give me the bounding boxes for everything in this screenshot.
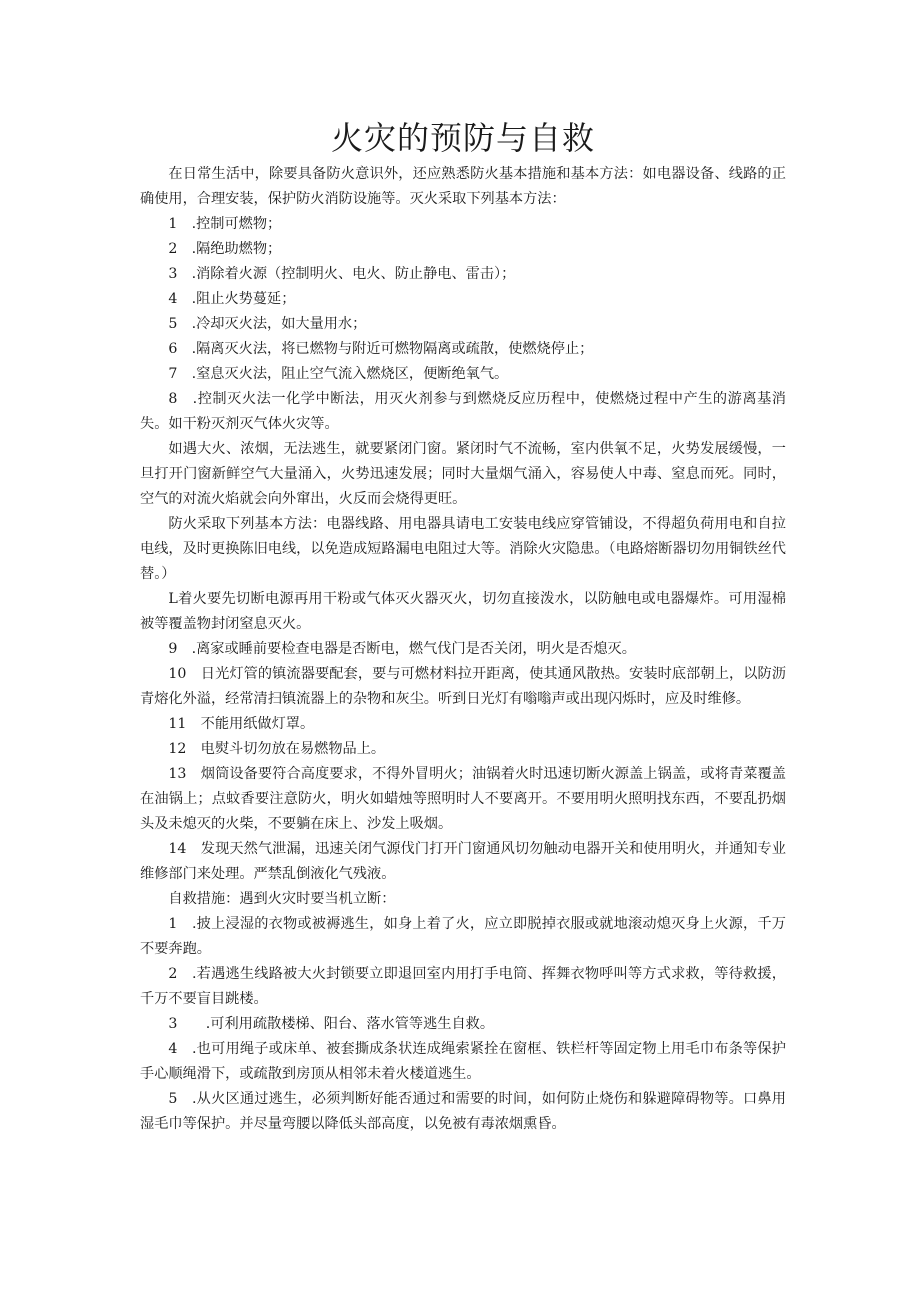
paragraph: 5 .从火区通过逃生，必须判断好能否通过和需要的时间，如何防止烧伤和躲避障碍物等。口鼻用湿毛巾等保护。并尽量弯腰以降低头部高度，以免被有毒浓烟熏昏。 <box>140 1091 786 1132</box>
document-title: 火灾的预防与自救 <box>330 119 595 157</box>
paragraph: 9 .离家或睡前要检查电器是否断电，燃气伐门是否关闭，明火是否熄灭。 <box>168 641 636 657</box>
paragraph: 12 电熨斗切勿放在易燃物品上。 <box>168 741 386 757</box>
document-body <box>140 162 786 1137</box>
paragraph: 8 .控制灭火法一化学中断法，用灭火剂参与到燃烧反应历程中，使燃烧过程中产生的游离基消失。如干粉灭剂灭气体火灾等。 <box>140 391 786 432</box>
paragraph: 3 .可利用疏散楼梯、阳台、落水管等逃生自救。 <box>168 1016 495 1032</box>
paragraph: 4 .阻止火势蔓延； <box>168 291 296 307</box>
paragraph: 13 烟筒设备要符合高度要求，不得外冒明火；油锅着火时迅速切断火源盖上锅盖，或将青菜覆盖在油锅上；点蚊香要注意防火，明火如蜡烛等照明时人不要离开。不要用明火照明找东西，不要乱扔烟头及未熄灭的火柴，不要躺在床上、沙发上吸烟。 <box>140 766 786 832</box>
paragraph: 1 .披上浸湿的衣物或被褥逃生，如身上着了火，应立即脱掉衣服或就地滚动熄灭身上火源，千万不要奔跑。 <box>140 916 786 957</box>
paragraph: L着火要先切断电源再用干粉或气体灭火器灭火，切勿直接泼水，以防触电或电器爆炸。可用湿棉被等覆盖物封闭窒息灭火。 <box>140 591 786 632</box>
paragraph: 14 发现天然气泄漏，迅速关闭气源伐门打开门窗通风切勿触动电器开关和使用明火，并通知专业维修部门来处理。严禁乱倒液化气残液。 <box>140 841 786 882</box>
paragraph: 自救措施：遇到火灾时要当机立断： <box>168 891 396 907</box>
paragraph: 防火采取下列基本方法：电器线路、用电器具请电工安装电线应穿管铺设，不得超负荷用电和自拉电线，及时更换陈旧电线，以免造成短路漏电电阻过大等。消除火灾隐患。（电路熔断器切勿用铜铁丝代替。） <box>140 516 786 582</box>
paragraph: 11 不能用纸做灯罩。 <box>168 716 315 732</box>
paragraph: 2 .若遇逃生线路被大火封锁要立即退回室内用打手电筒、挥舞衣物呼叫等方式求救，等待救援，千万不要盲目跳楼。 <box>140 966 786 1007</box>
paragraph: 在日常生活中，除要具备防火意识外，还应熟悉防火基本措施和基本方法：如电器设备、线路的正确使用，合理安装，保护防火消防设施等。灭火采取下列基本方法： <box>140 166 786 207</box>
paragraph: 1 .控制可燃物； <box>168 216 282 232</box>
paragraph: 4 .也可用绳子或床单、被套撕成条状连成绳索紧拴在窗框、铁栏杆等固定物上用毛巾布条等保护手心顺绳滑下，或疏散到房顶从相邻未着火楼道逃生。 <box>140 1041 786 1082</box>
paragraph: 7 .窒息灭火法，阻止空气流入燃烧区，便断绝氧气。 <box>168 366 509 382</box>
paragraph: 5 .冷却灭火法，如大量用水； <box>168 316 367 332</box>
paragraph: 2 .隔绝助燃物； <box>168 241 282 257</box>
paragraph: 6 .隔离灭火法，将已燃物与附近可燃物隔离或疏散，使燃烧停止； <box>168 341 594 357</box>
paragraph: 3 .消除着火源（控制明火、电火、防止静电、雷击）； <box>168 266 516 282</box>
paragraph: 如遇大火、浓烟，无法逃生，就要紧闭门窗。紧闭时气不流畅，室内供氧不足，火势发展缓慢，一旦打开门窗新鲜空气大量涌入，火势迅速发展；同时大量烟气涌入，容易使人中毒、窒息而死。同时，空气的对流火焰就会向外窜出，火反而会烧得更旺。 <box>140 441 786 507</box>
paragraph: 10 日光灯管的镇流器要配套，要与可燃材料拉开距离，使其通风散热。安装时底部朝上，以防沥青熔化外溢，经常清扫镇流器上的杂物和灰尘。听到日光灯有嗡嗡声或出现闪烁时，应及时维修。 <box>140 666 786 707</box>
